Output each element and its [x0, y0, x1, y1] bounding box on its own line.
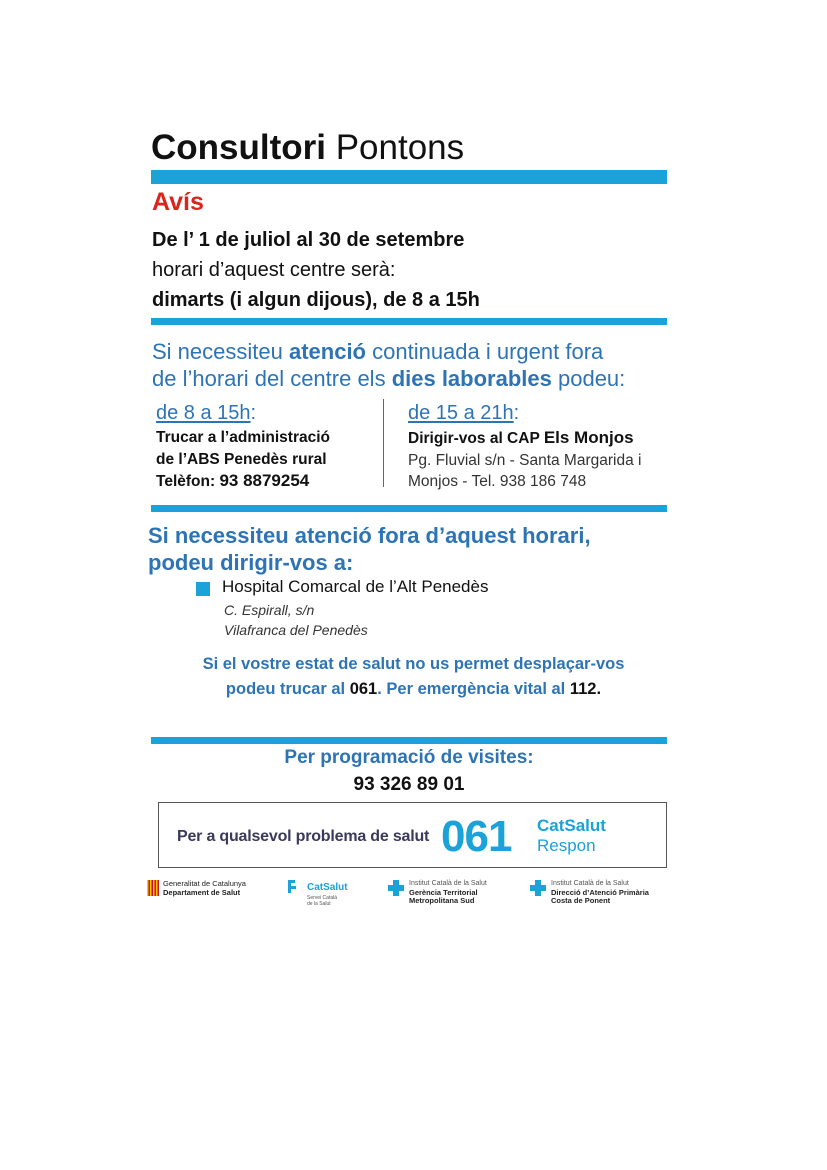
right-column-line1: Dirigir-vos al CAP Els Monjos	[408, 428, 634, 447]
urgent-divider	[151, 505, 667, 512]
left-column-phone: Telèfon: 93 8879254	[156, 471, 310, 490]
catsalut-icon	[285, 879, 301, 895]
hospital-address-city: Vilafranca del Penedès	[224, 622, 368, 638]
gencat-logo: Generalitat de Catalunya Departament de Salut	[147, 880, 246, 897]
right-column-heading: de 15 a 21h	[408, 402, 514, 424]
catsalut-logo: CatSalut Servei Català de la Salut	[285, 880, 348, 907]
banner-number: 061	[441, 812, 512, 861]
hospital-name: Hospital Comarcal de l’Alt Penedès	[222, 577, 489, 596]
outside-heading: Si necessiteu atenció fora d’aquest horari, podeu dirigir-vos a:	[148, 523, 591, 575]
notice-dates: De l’ 1 de juliol al 30 de setembre	[152, 229, 465, 251]
gencat-flag-icon	[147, 880, 159, 896]
right-column-line3: Monjos - Tel. 938 186 748	[408, 473, 587, 490]
title-divider	[151, 170, 667, 184]
left-column: de 8 a 15h: Trucar a l’administració de l’ABS Penedès rural Telèfon: 93 8879254	[156, 400, 330, 493]
banner-brand: CatSalut	[537, 816, 606, 835]
notice-text: horari d’aquest centre serà:	[152, 259, 396, 281]
column-separator	[383, 399, 384, 487]
catsalut-061-banner	[158, 802, 667, 868]
hospital-address-street: C. Espirall, s/n	[224, 602, 315, 618]
left-column-line2: de l’ABS Penedès rural	[156, 450, 327, 468]
page-title: Consultori Pontons	[151, 128, 465, 167]
ics-gerencia-logo: Institut Català de la Salut Gerència Territorial Metropolitana Sud	[388, 880, 487, 906]
banner-tagline: Respon	[537, 836, 596, 855]
right-column-line2: Pg. Fluvial s/n - Santa Margarida i	[408, 451, 642, 469]
notice-schedule: dimarts (i algun dijous), de 8 a 15h	[152, 289, 480, 311]
banner-text: Per a qualsevol problema de salut	[177, 828, 430, 845]
hospital-bullet-icon	[196, 582, 210, 596]
ics-direccio-logo: Institut Català de la Salut Direcció d’Atenció Primària Costa de Ponent	[530, 880, 649, 906]
notice-divider	[151, 318, 667, 325]
ics-cross-icon	[388, 880, 404, 896]
visits-phone: 93 326 89 01	[353, 774, 465, 795]
left-column-line1: Trucar a l’administració	[156, 429, 331, 446]
notice-heading: Avís	[152, 188, 204, 216]
visits-label: Per programació de visites:	[284, 747, 534, 768]
right-column: de 15 a 21h: Dirigir-vos al CAP Els Monjos Pg. Fluvial s/n - Santa Margarida i Monjos - Tel. 938 186 748	[408, 400, 641, 493]
emergency-warning: Si el vostre estat de salut no us permet desplaçar-vos podeu trucar al 061. Per emergència vital al 112.	[202, 655, 625, 698]
urgent-intro: Si necessiteu atenció continuada i urgent fora de l’horari del centre els dies laborables podeu:	[152, 339, 626, 391]
visits-divider	[151, 737, 667, 744]
left-column-heading: de 8 a 15h	[156, 402, 251, 424]
ics-cross-icon	[530, 880, 546, 896]
